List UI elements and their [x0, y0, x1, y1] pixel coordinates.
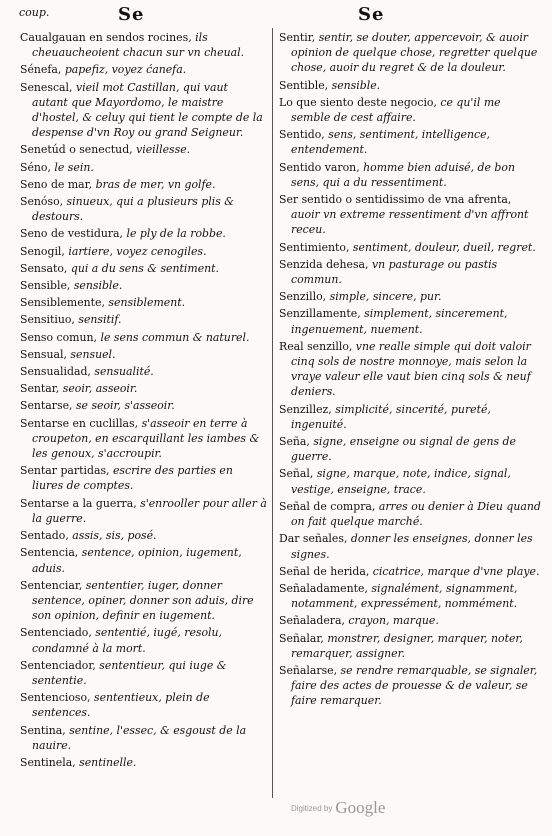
- entry-definition: s'enrooller pour aller à la guerre.: [32, 496, 267, 525]
- page-header: [0, 6, 552, 32]
- dictionary-entry: [279, 434, 541, 464]
- dictionary-entry: [20, 295, 267, 310]
- entry-definition: bras de mer, vn golfe.: [92, 177, 216, 191]
- dictionary-entry: [20, 398, 267, 413]
- entry-definition: ce qu'il me semble de cest affaire.: [291, 95, 501, 125]
- dictionary-entry: [20, 142, 267, 157]
- dictionary-entry: [279, 564, 541, 579]
- dictionary-entry: [279, 499, 541, 529]
- entry-headword: Sentir,: [279, 31, 316, 44]
- entry-definition: simple, sincere, pur.: [326, 290, 442, 304]
- entry-headword: Sentible,: [279, 78, 329, 92]
- entry-headword: Sentar partidas,: [20, 464, 110, 478]
- dictionary-entry: [279, 663, 541, 709]
- entry-definition: simplement, sincerement, ingenuement, nuement.: [291, 307, 508, 336]
- entry-headword: Senzida dehesa,: [279, 257, 369, 271]
- entry-headword: Sentencioso,: [20, 691, 91, 705]
- entry-headword: Senzillamente,: [279, 307, 361, 321]
- entry-headword: Sentarse en cuclillas,: [20, 416, 139, 430]
- entry-definition: sensualité.: [90, 365, 154, 379]
- entry-headword: Sentar,: [20, 382, 60, 396]
- left-column: [20, 30, 267, 772]
- entry-definition: sensitif.: [74, 313, 122, 327]
- entry-headword: Seña,: [279, 435, 310, 449]
- dictionary-entry: [20, 723, 267, 753]
- dictionary-entry: [279, 631, 541, 661]
- entry-definition: sententieur, qui iuge & sententie.: [32, 658, 227, 687]
- entry-definition: arres ou denier à Dieu quand on fait quelque marché.: [291, 499, 541, 529]
- dictionary-entry: [279, 402, 541, 432]
- entry-definition: sensible.: [328, 78, 381, 92]
- dictionary-entry: [20, 278, 267, 293]
- entry-headword: Senzillo,: [279, 290, 327, 304]
- entry-headword: Señal,: [279, 467, 314, 481]
- dictionary-entry: [279, 78, 541, 93]
- dictionary-entry: [20, 690, 267, 720]
- entry-definition: sententier, iuger, donner sentence, opiner, donner son aduis, dire son opinion, definir en iugement.: [32, 578, 254, 623]
- dictionary-entry: [279, 339, 541, 400]
- entry-headword: Senetúd o senectud,: [20, 143, 133, 157]
- entry-definition: seoir, asseoir.: [59, 382, 138, 396]
- entry-definition: sentiment, douleur, dueil, regret.: [349, 240, 536, 254]
- left-column-head: Se: [118, 4, 145, 25]
- entry-definition: cicatrice, marque d'vne playe.: [369, 564, 540, 578]
- entry-definition: crayon, marque.: [344, 614, 439, 628]
- dictionary-entry: [279, 240, 541, 255]
- entry-headword: Sénefa,: [20, 63, 62, 77]
- google-logo: Google: [335, 798, 386, 817]
- dictionary-entry: [20, 381, 267, 396]
- entry-definition: monstrer, designer, marquer, noter, remarquer, assigner.: [291, 631, 523, 660]
- entry-definition: sententieux, plein de sentences.: [32, 691, 210, 720]
- dictionary-entry: [20, 177, 267, 192]
- entry-headword: Sentina,: [20, 723, 66, 737]
- entry-definition: le ply de la robbe.: [123, 227, 226, 241]
- dictionary-entry: [279, 531, 541, 561]
- entry-definition: homme bien aduisé, de bon sens, qui a du ressentiment.: [291, 160, 515, 189]
- dictionary-entry: [279, 127, 541, 157]
- entry-definition: se seoir, s'asseoir.: [72, 399, 175, 413]
- entry-headword: Sentarse a la guerra,: [20, 496, 137, 510]
- dictionary-entry: [20, 226, 267, 241]
- dictionary-entry: [279, 95, 541, 125]
- entry-definition: auoir vn extreme ressentiment d'vn affront receu.: [291, 208, 529, 237]
- entry-headword: Sentenciar,: [20, 578, 83, 592]
- entry-definition: vne realle simple qui doit valoir cinq sols de nostre monnoye, mais selon la vraye valeur elle vaut bien cinq sols & neuf deniers.: [291, 339, 531, 399]
- entry-headword: Sentenciador,: [20, 658, 96, 672]
- entry-headword: Sensible,: [20, 279, 71, 293]
- entry-headword: Sentenciado,: [20, 626, 92, 640]
- entry-headword: Sensato,: [20, 261, 68, 275]
- entry-headword: Sentido varon,: [279, 160, 360, 174]
- entry-headword: Señal de compra,: [279, 499, 376, 513]
- right-column: [279, 30, 541, 711]
- dictionary-entry: [279, 30, 541, 76]
- dictionary-entry: [20, 364, 267, 379]
- entry-definition: sententié, iugé, resolu, condamné à la mort.: [32, 626, 222, 655]
- entry-headword: Sensitiuo,: [20, 313, 75, 327]
- entry-headword: Senzillez,: [279, 402, 332, 416]
- entry-definition: sentinelle.: [75, 755, 137, 769]
- dictionary-entry: [20, 625, 267, 655]
- entry-definition: iartiere, voyez cenogiles.: [64, 244, 207, 258]
- column-divider: [272, 28, 273, 798]
- entry-headword: Sentinela,: [20, 755, 76, 769]
- entry-definition: simplicité, sincerité, pureté, ingenuité.: [291, 402, 491, 431]
- entry-headword: Séno,: [20, 160, 51, 174]
- dictionary-entry: [279, 192, 541, 238]
- entry-headword: Senescal,: [20, 80, 73, 94]
- dictionary-entry: [279, 581, 541, 611]
- dictionary-entry: [20, 30, 267, 60]
- dictionary-entry: [20, 755, 267, 770]
- right-column-head: Se: [358, 4, 385, 25]
- dictionary-entry: [20, 244, 267, 259]
- entry-headword: Dar señales,: [279, 532, 348, 546]
- dictionary-entry: [279, 289, 541, 304]
- digitized-by-label: Digitized by: [291, 804, 333, 813]
- entry-headword: Sensualidad,: [20, 365, 91, 379]
- entry-definition: s'asseoir en terre à croupeton, en escarquillant les iambes & les genoux, s'accroupir.: [32, 416, 260, 461]
- entry-headword: Lo que siento deste negocio,: [279, 95, 437, 109]
- entry-headword: Sensiblemente,: [20, 296, 105, 310]
- entry-definition: vieil mot Castillan, qui vaut autant que Mayordomo, le maistre d'hostel, & celuy qui tient le compte de la despense d'vn Roy ou grand Seigneur.: [32, 80, 263, 140]
- dictionary-entry: [20, 80, 267, 141]
- dictionary-entry: [279, 466, 541, 496]
- entry-definition: , ils cheuaucheoient chacun sur vn cheual.: [32, 31, 245, 60]
- dictionary-entry: [20, 330, 267, 345]
- dictionary-entry: [20, 528, 267, 543]
- dictionary-entry: [20, 312, 267, 327]
- entry-definition: se rendre remarquable, se signaler, faire des actes de prouesse & de valeur, se faire remarquer.: [291, 663, 538, 708]
- entry-definition: sinueux, qui a plusieurs plis & destours.: [32, 195, 235, 224]
- dictionary-entry: [20, 261, 267, 276]
- entry-headword: Senóso,: [20, 195, 64, 209]
- dictionary-entry: [20, 496, 267, 526]
- entry-headword: Seno de vestidura,: [20, 227, 124, 241]
- entry-headword: Señal de herida,: [279, 564, 370, 578]
- dictionary-entry: [20, 545, 267, 575]
- entry-definition: sens, sentiment, intelligence, entendement.: [291, 128, 491, 157]
- entry-definition: escrire des parties en liures de comptes.: [32, 464, 233, 493]
- entry-definition: le sein.: [50, 160, 94, 174]
- entry-definition: vn pasturage ou pastis commun.: [291, 257, 498, 287]
- dictionary-entry: [20, 62, 267, 77]
- dictionary-entry: [279, 306, 541, 336]
- entry-headword: Señaladera,: [279, 614, 345, 628]
- entry-headword: Caualgauan en sendos rocines: [20, 31, 189, 44]
- digitized-watermark: [291, 798, 385, 818]
- dictionary-entry: [279, 613, 541, 628]
- entry-definition: qui a du sens & sentiment.: [67, 261, 219, 275]
- entry-definition: papefiz, voyez ćanefa.: [61, 63, 187, 77]
- entry-headword: Señalar,: [279, 631, 324, 645]
- entry-definition: donner les enseignes, donner les signes.: [291, 532, 533, 561]
- entry-definition: sensible.: [70, 279, 123, 293]
- entry-definition: sentir, se douter, appercevoir, & auoir opinion de quelque chose, regretter quelque chose, auoir du regret & de la douleur.: [291, 31, 538, 75]
- dictionary-entry: [20, 578, 267, 624]
- entry-definition: sensiblement.: [104, 296, 186, 310]
- entry-headword: Sentarse,: [20, 399, 73, 413]
- entry-definition: signe, enseigne ou signal de gens de guerre.: [291, 435, 516, 464]
- entry-definition: signe, marque, note, indice, signal, vestige, enseigne, trace.: [291, 467, 511, 496]
- entry-definition: signalément, signamment, notamment, expressément, nommément.: [291, 581, 518, 611]
- dictionary-entry: [279, 160, 541, 190]
- entry-headword: Senso comun,: [20, 330, 98, 344]
- entry-headword: Seno de mar,: [20, 177, 93, 191]
- dictionary-entry: [279, 257, 541, 287]
- entry-definition: vieillesse.: [132, 143, 191, 157]
- entry-headword: Señaladamente,: [279, 581, 368, 595]
- entry-definition: sentence, opinion, iugement, aduis.: [32, 546, 242, 575]
- entry-headword: Ser sentido o sentidissimo de vna afrenta,: [279, 193, 512, 207]
- entry-headword: Real senzillo,: [279, 339, 353, 353]
- dictionary-entry: [20, 463, 267, 493]
- entry-headword: Sentencia,: [20, 546, 79, 560]
- entry-definition: sentine, l'essec, & esgoust de la nauire.: [32, 723, 247, 752]
- entry-definition: sensuel.: [66, 347, 116, 361]
- dictionary-entry: [20, 416, 267, 462]
- dictionary-entry: [20, 347, 267, 362]
- dictionary-entry: [20, 194, 267, 224]
- catchword: coup.: [19, 6, 50, 19]
- entry-headword: Sentimiento,: [279, 240, 350, 254]
- entry-headword: Sentado,: [20, 529, 69, 543]
- entry-definition: le sens commun & naturel.: [97, 330, 250, 344]
- entry-headword: Señalarse,: [279, 663, 338, 677]
- entry-headword: Sensual,: [20, 347, 67, 361]
- dictionary-entry: [20, 658, 267, 688]
- dictionary-entry: [20, 160, 267, 175]
- entry-headword: Sentido,: [279, 128, 325, 142]
- entry-definition: assis, sis, posé.: [68, 529, 157, 543]
- entry-headword: Senogil,: [20, 244, 65, 258]
